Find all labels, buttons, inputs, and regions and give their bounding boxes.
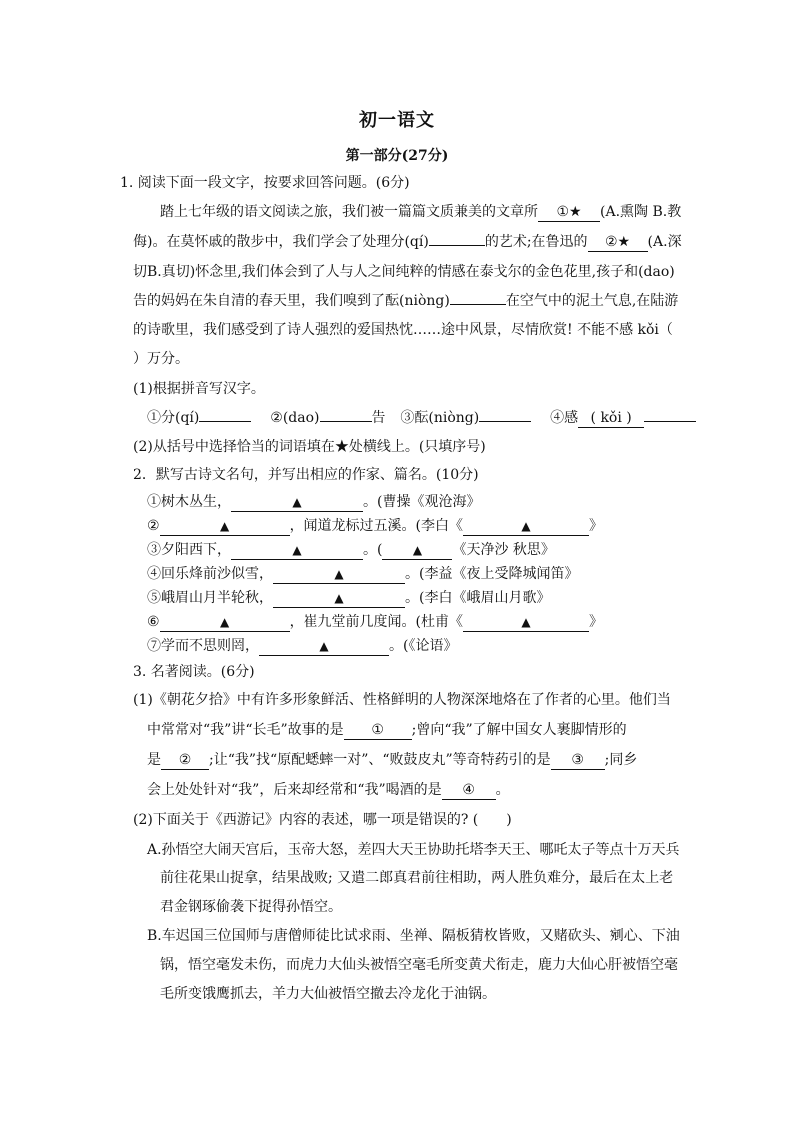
answer-blank-4[interactable]: ④ <box>442 782 496 800</box>
q1-pinyin-row: ①分(qí) ②(dao) 告 ③酝(niòng) ④感 ( kǒi ) <box>147 408 696 428</box>
poem-title-blank-2[interactable]: ▲ <box>463 518 589 536</box>
question-2-intro: 2．默写古诗文名句，并写出相应的作家、篇名。(10分) <box>133 467 479 483</box>
q3-part1-line-2: 中常常对“我”讲“长毛”故事的是 ① ;曾向“我”了解中国女人裹脚情形的 <box>147 722 627 738</box>
answer-blank-2[interactable]: ② <box>161 752 209 770</box>
blank-qi[interactable] <box>429 245 485 246</box>
q3-part2-question: (2)下面关于《西游记》内容的表述，哪一项是错误的? ( ) <box>133 812 512 828</box>
blank-2-star[interactable]: ②★ <box>588 234 648 252</box>
poem-row-2: ② ▲ ，闻道龙标过五溪。(李白《 ▲ 》 <box>147 518 604 534</box>
answer-blank-1[interactable]: ① <box>344 722 412 740</box>
option-a-line-1: A.孙悟空大闹天宫后，玉帝大怒，差四大天王协助托塔李天王、哪吒太子等点十万天兵 <box>147 842 680 858</box>
poem-blank-4[interactable]: ▲ <box>273 566 405 584</box>
q1-passage-line-2: 侮)。在莫怀戚的散步中，我们学会了处理分(qí) 的艺术;在鲁迅的 ②★ (A.深 <box>133 234 682 250</box>
q1-passage-line-1: 踏上七年级的语文阅读之旅，我们被一篇篇文质兼美的文章所 ①★ (A.熏陶 B.教 <box>160 204 682 220</box>
q1-subquestion-2: (2)从括号中选择恰当的词语填在★处横线上。(只填序号) <box>133 439 486 455</box>
pinyin-answer-1[interactable] <box>199 421 251 422</box>
poem-blank-7[interactable]: ▲ <box>259 638 389 656</box>
option-b-line-2: 锅，悟空毫发未伤，而虎力大仙头被悟空毫毛所变黄犬衔走，鹿力大仙心肝被悟空毫 <box>160 957 678 973</box>
poem-row-4: ④回乐烽前沙似雪， ▲ 。(李益《夜上受降城闻笛》 <box>147 566 579 582</box>
poem-blank-6[interactable]: ▲ <box>160 614 290 632</box>
poem-blank-5[interactable]: ▲ <box>273 590 405 608</box>
question-1-intro: 1. 阅读下面一段文字，按要求回答问题。(6分) <box>120 175 410 191</box>
q1-passage-line-3: 切B.真切)怀念里,我们体会到了人与人之间纯粹的情感在泰戈尔的金色花里,孩子和(dao) <box>133 264 675 280</box>
pinyin-answer-3[interactable] <box>479 421 531 422</box>
q3-part1-line-1: (1)《朝花夕拾》中有许多形象鲜活、性格鲜明的人物深深地烙在了作者的心里。他们当 <box>133 692 671 708</box>
poem-row-7: ⑦学而不思则罔， ▲ 。(《论语》 <box>147 638 458 654</box>
poem-blank-3[interactable]: ▲ <box>231 542 363 560</box>
question-3-intro: 3. 名著阅读。(6分) <box>133 664 255 680</box>
blank-1-star[interactable]: ①★ <box>538 204 600 222</box>
poem-row-1: ①树木丛生， ▲ 。(曹操《观沧海》 <box>147 494 481 510</box>
page-title: 初一语文 <box>359 110 435 131</box>
poem-row-3: ③夕阳西下， ▲ 。( ▲ 《天净沙 秋思》 <box>147 542 555 558</box>
option-a-line-2: 前往花果山捉拿，结果战败; 又遣二郎真君前往相助，两人胜负难分，最后在太上老 <box>160 870 674 886</box>
q1-passage-line-6: ）万分。 <box>133 351 189 367</box>
answer-blank-3[interactable]: ③ <box>551 752 605 770</box>
q3-part1-line-3: 是 ② ;让“我”找“原配蟋蟀一对”、“败鼓皮丸”等奇特药引的是 ③ ;同乡 <box>147 752 638 768</box>
option-b-line-3: 毛所变饿鹰抓去，羊力大仙被悟空撤去冷龙化于油锅。 <box>160 986 496 1002</box>
poem-blank-1[interactable]: ▲ <box>231 494 363 512</box>
q3-part1-line-4: 会上处处针对“我”，后来却经常和“我”喝酒的是 ④ 。 <box>147 782 510 798</box>
pinyin-answer-4[interactable]: ( kǒi ) <box>578 410 644 428</box>
q1-passage-line-4: 告的妈妈在朱自清的春天里，我们嗅到了酝(niòng) 在空气中的泥土气息,在陆游 <box>133 293 679 309</box>
blank-niong[interactable] <box>450 304 506 305</box>
option-b-line-1: B.车迟国三位国师与唐僧师徒比试求雨、坐禅、隔板猜枚皆败，又赌砍头、剜心、下油 <box>147 928 680 944</box>
author-blank-3[interactable]: ▲ <box>382 542 452 560</box>
poem-row-5: ⑤峨眉山月半轮秋， ▲ 。(李白《峨眉山月歌》 <box>147 590 551 606</box>
option-a-line-3: 君金钢琢偷袭下捉得孙悟空。 <box>160 899 342 915</box>
poem-blank-2[interactable]: ▲ <box>160 518 290 536</box>
q1-subquestion-1: (1)根据拼音写汉字。 <box>133 381 265 397</box>
q1-passage-line-5: 的诗歌里，我们感受到了诗人强烈的爱国热忱……途中风景，尽情欣赏! 不能不感 kǒi（ <box>133 322 673 338</box>
poem-title-blank-6[interactable]: ▲ <box>463 614 589 632</box>
pinyin-answer-4-tail[interactable] <box>644 421 696 422</box>
pinyin-answer-2[interactable] <box>320 421 372 422</box>
poem-row-6: ⑥ ▲ ，崔九堂前几度闻。(杜甫《 ▲ 》 <box>147 614 604 630</box>
section-heading: 第一部分(27分) <box>345 148 449 164</box>
